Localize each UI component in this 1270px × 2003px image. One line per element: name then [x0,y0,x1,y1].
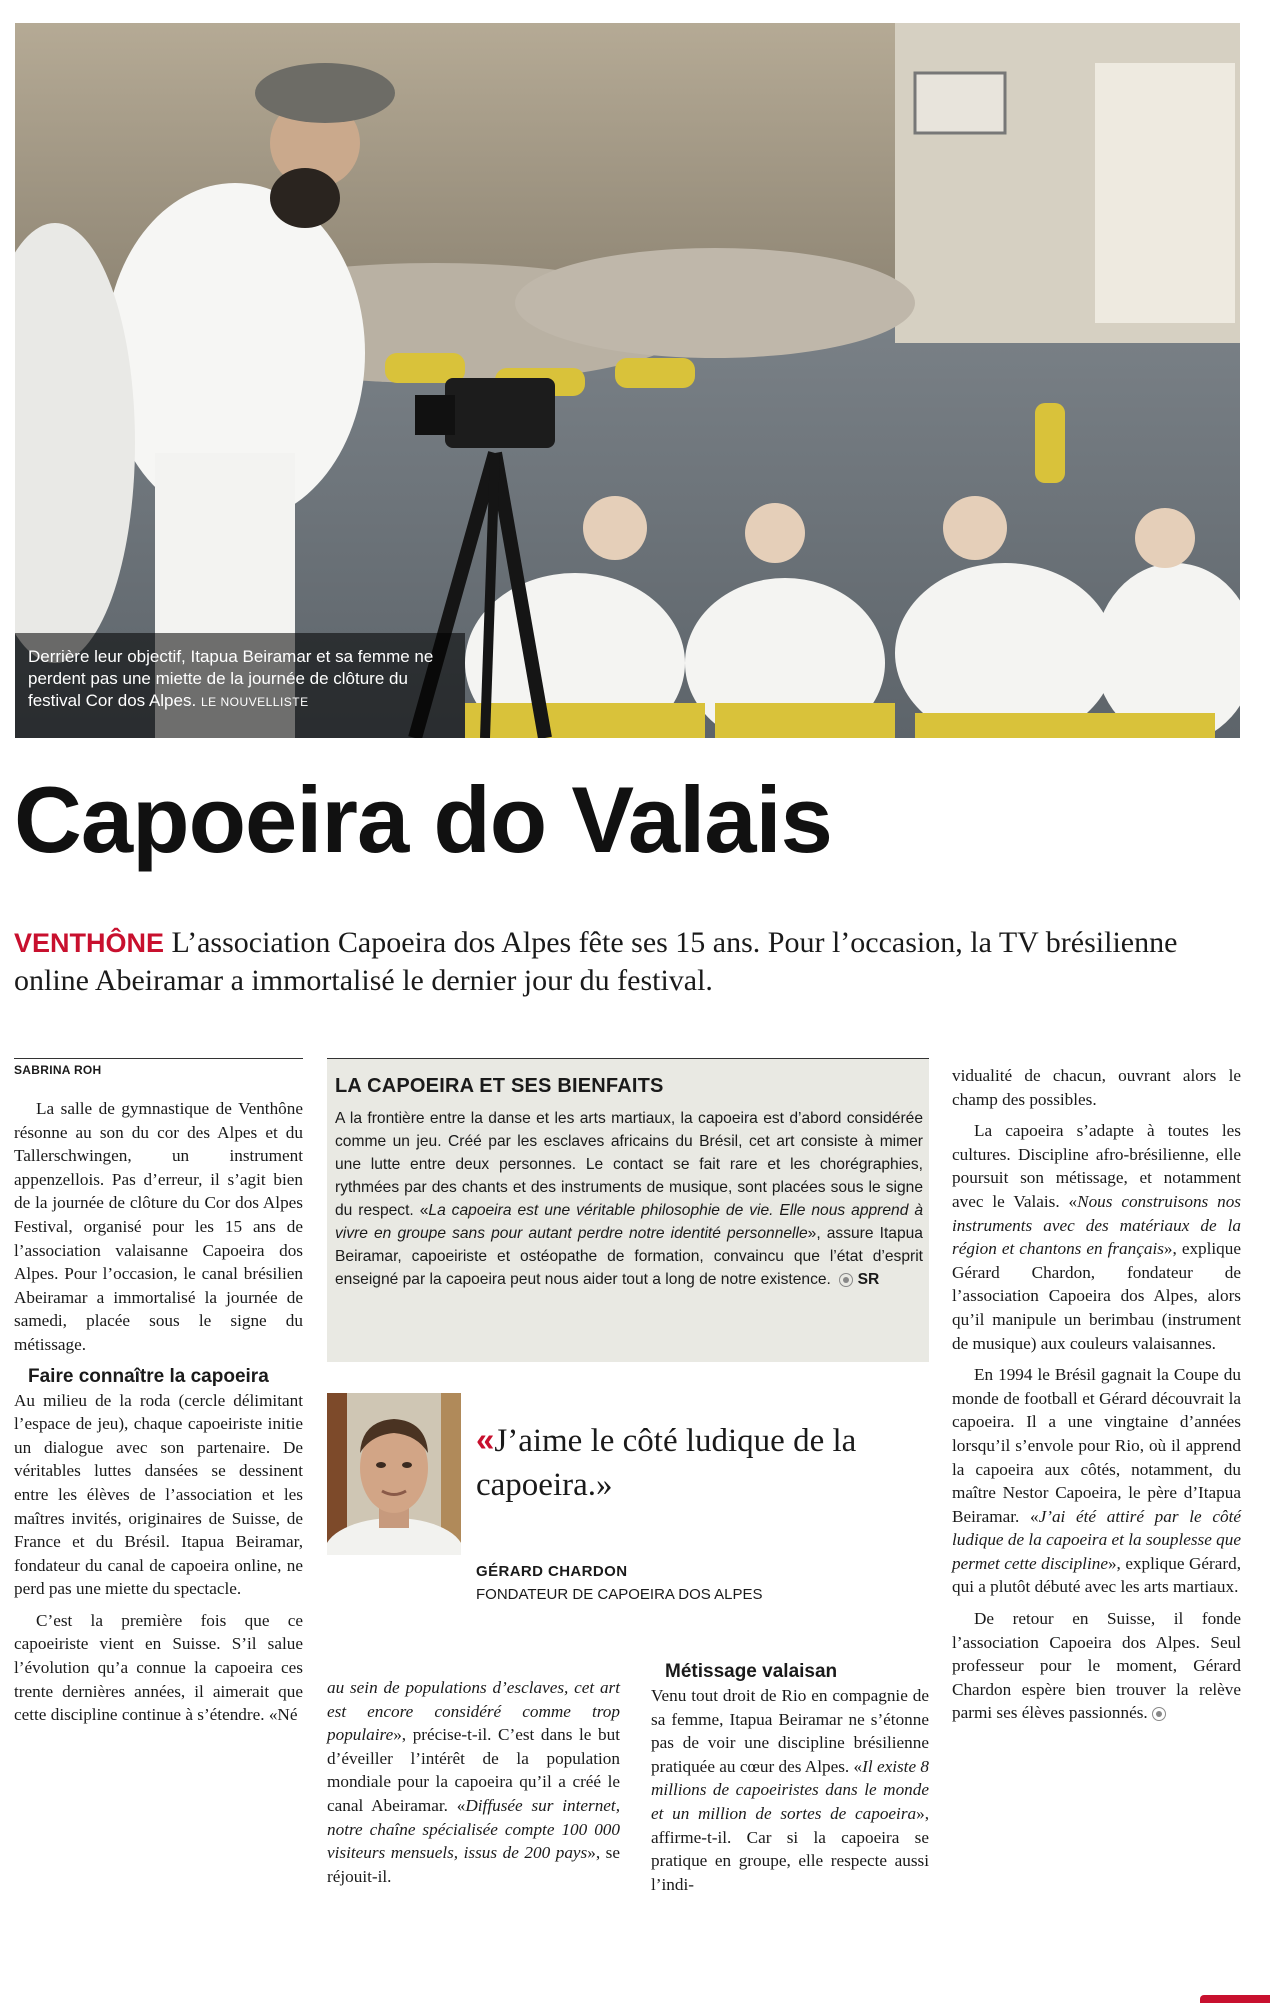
portrait-photo [327,1393,461,1555]
article-column-3 [952,1064,1241,1733]
inline-quote: J’ai été attiré par le côté ludique de la capoeira et la souplesse que permet cette discipline [952,1506,1241,1573]
paragraph [952,1119,1241,1355]
text-part: », affirme-t-il. Car si la capoeira se pratique en groupe, elle respecte aussi l’indi- [651,1803,929,1894]
paragraph: La salle de gymnastique de Venthône résonne au son du cor des Alpes et du Tallerschwingen, un instrument appenzellois. Pas d’erreur, il s’agit bien de la journée de clôture du Cor dos Alpes Festival, organisé pour les 15 ans de l’association valaisanne Capoeira dos Alpes. Pour l’occasion, le canal brésilien Abeiramar a immortalisé la journée de samedi, placée sous le signe du métissage. [14,1099,303,1354]
text-part: », explique Gérard, qui a plutôt débuté avec les arts martiaux. [952,1553,1241,1597]
text-part: », explique Gérard Chardon, fondateur de l’association Capoeira dos Alpes, alors qu’il manipule un berimbau (instrument de musique) aux couleurs valaisannes. [952,1239,1241,1353]
box-text-part: A la frontière entre la danse et les arts martiaux, la capoeira est d’abord considérée comme un jeu. Créé par les esclaves africains du Brésil, cet art consiste à mimer une lutte entre deux personnes. Le contact se fait rare et les chorégraphies, rythmées par des chants et des instruments de musique, sont placées sous le signe du respect. « [335,1110,923,1219]
text-part: », précise-t-il. C’est dans le but d’éveiller l’intérêt de la population mondiale pour la capoeira qu’il a créé le canal Abeiramar. « [327,1725,620,1815]
quote-author-name: GÉRARD CHARDON [476,1563,628,1580]
byline: SABRINA ROH [14,1058,303,1077]
capoeira-gym-scene-image [15,23,1240,738]
text-part: La capoeira s’adapte à toutes les cultures. Discipline afro-brésilienne, elle poursuit son métissage, et notamment avec le Valais. « [952,1121,1241,1211]
inline-quote: Diffusée sur internet, notre chaîne spécialisée compte 100 000 visiteurs mensuels, issus de 200 pays [327,1795,620,1863]
quote-text: J’aime le côté ludique de la capoeira.» [476,1423,857,1503]
paragraph [952,1363,1241,1599]
end-mark-icon [1152,1707,1166,1721]
inline-quote: Nous construisons nos instruments avec des matériaux de la région et chantons en français [952,1191,1241,1259]
pull-quote [476,1418,926,1507]
paragraph: vidualité de chacun, ouvrant alors le champ des possibles. [952,1066,1241,1109]
page-corner-tab [1200,1995,1270,2003]
paragraph [327,1676,620,1888]
article-column-2b [651,1660,929,1904]
article-column-1 [14,1097,303,1735]
main-photo [15,23,1240,738]
photo-caption [28,646,458,713]
info-box-title: LA CAPOEIRA ET SES BIENFAITS [335,1075,664,1097]
headline: Capoeira do Valais [14,767,832,872]
paragraph: Au milieu de la roda (cercle délimitant l’espace de jeu), chaque capoeiriste initie un dialogue avec son partenaire. De véritables luttes dansées se dessinent entre les élèves de l’association et les maîtres invités, originaires de Suisse, de France et du Brésil. Itapua Beiramar, fondateur du canal de capoeira online, ne perd pas une miette du spectacle. [14,1390,303,1599]
lead-text: L’association Capoeira dos Alpes fête ses 15 ans. Pour l’occasion, la TV brésilienne online Abeiramar a immortalisé le dernier jour du festival. [14,926,1178,997]
info-box-text [335,1107,923,1291]
paragraph: C’est la première fois que ce capoeiriste vient en Suisse. S’il salue l’évolution qu’a connue la capoeira ces trente dernières années, il aimerait que cette discipline continue à s’étendre. «Né [14,1610,303,1725]
article-column-2a [327,1676,620,1896]
inline-quote: au sein de populations d’esclaves, cet art est encore considéré comme trop populaire [327,1678,620,1745]
text-part: En 1994 le Brésil gagnait la Coupe du monde de football et Gérard découvrait la capoeira. Il a une vingtaine d’années lorsqu’il s’envole pour Rio, où il apprend la capoeira aux côtés, notamment, du maître Nestor Capoeira, le père d’Itapua Beiramar. « [952,1365,1241,1526]
paragraph [952,1607,1241,1725]
box-quote: La capoeira est une véritable philosophie de vie. Elle nous apprend à vivre en groupe sans pour autant perdre notre identité personnelle [335,1202,923,1242]
caption-text: Derrière leur objectif, Itapua Beiramar et sa femme ne perdent pas une miette de la journée de clôture du festival Cor dos Alpes. [28,647,434,710]
text-part: Venu tout droit de Rio en compagnie de sa femme, Itapua Beiramar ne s’étonne pas de voir une discipline brésilienne pratiquée au cœur des Alpes. « [651,1686,929,1776]
subheading: Métissage valaisan [665,1661,838,1682]
gerard-chardon-portrait-image [327,1393,461,1555]
paragraph [651,1684,929,1896]
end-mark-icon [839,1273,853,1287]
text-part: », se réjouit-il. [327,1843,620,1886]
text-part: De retour en Suisse, il fonde l’association Capoeira dos Alpes. Seul professeur pour le moment, Gérard Chardon espère bien trouver la relève parmi ses élèves passionnés. [952,1609,1241,1723]
quote-author-role: FONDATEUR DE CAPOEIRA DOS ALPES [476,1586,763,1603]
lead-paragraph [14,924,1254,1000]
box-signature: SR [857,1271,880,1288]
lead-kicker: VENTHÔNE [14,928,165,958]
quote-mark-icon: « [476,1421,495,1458]
photo-credit: LE NOUVELLISTE [200,695,309,709]
subheading: Faire connaître la capoeira [28,1365,269,1387]
inline-quote: Il existe 8 millions de capoeiristes dans le monde et un million de sortes de capoeira [651,1756,929,1823]
info-box [327,1058,929,1362]
box-text-part: », assure Itapua Beiramar, capoeiriste et ostéopathe de formation, convaincu que l’état d’esprit enseigné par la capoeira peut nous aider tout a long de notre existence. [335,1225,923,1288]
